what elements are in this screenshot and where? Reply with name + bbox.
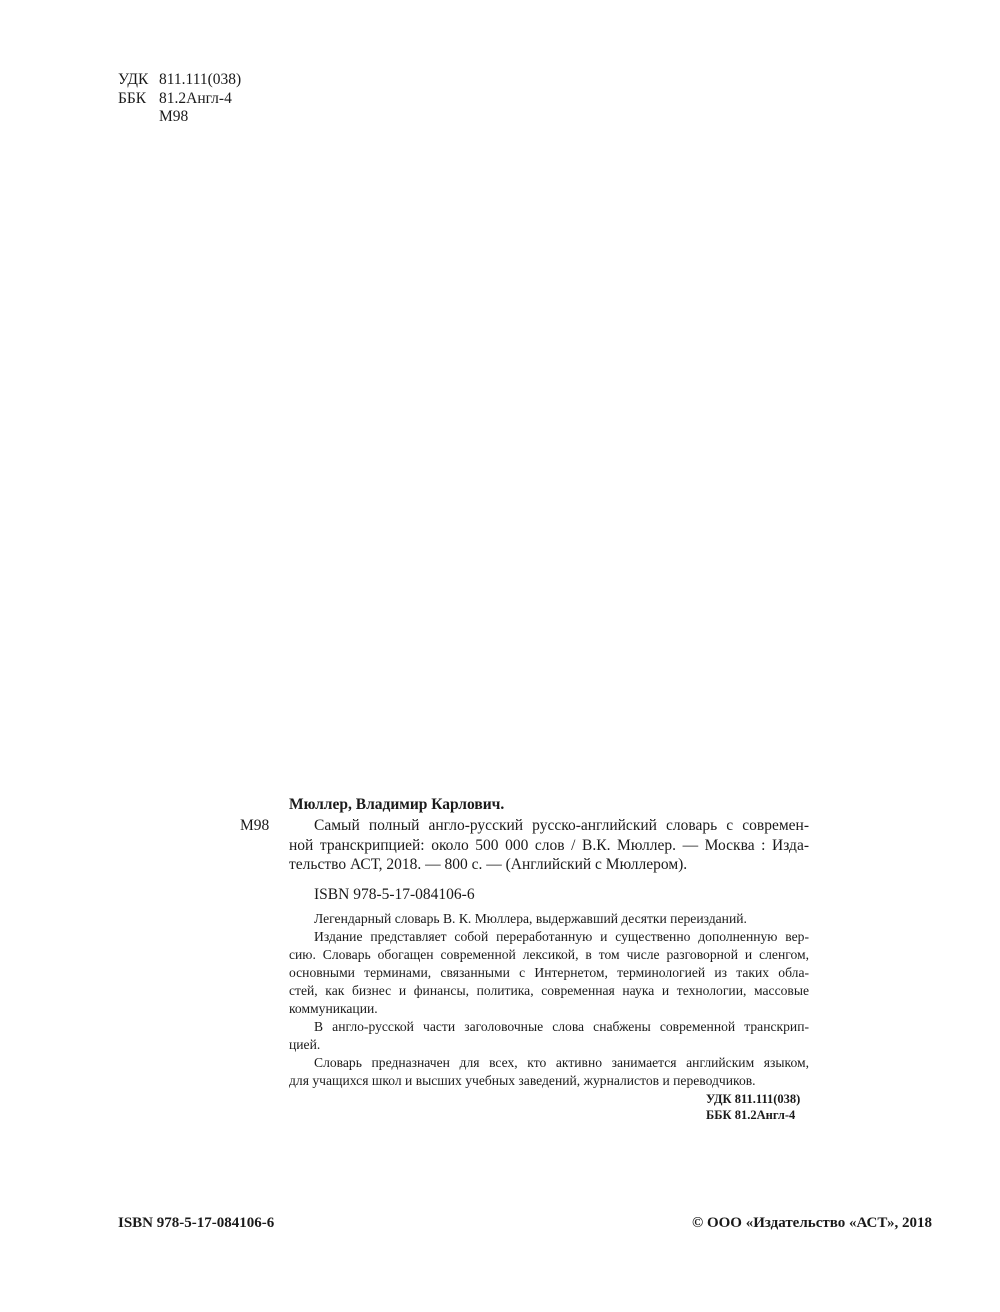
udk-row bbox=[118, 71, 241, 90]
annotation-line: коммуникации. bbox=[289, 1001, 378, 1016]
bbk-code: ББК 81.2Англ-4 bbox=[706, 1108, 796, 1122]
record-description-line: Самый полный англо-русский русско-английский словарь с современ- bbox=[314, 817, 809, 834]
record-isbn: ISBN 978-5-17-084106-6 bbox=[314, 886, 475, 903]
bbk-label: ББК bbox=[118, 89, 147, 107]
udk-label: УДК bbox=[118, 71, 149, 88]
classification-codes-bottom bbox=[706, 1091, 800, 1123]
bbk-value: 81.2Англ-4 bbox=[159, 89, 232, 107]
annotation-line: стей, как бизнес и финансы, политика, современная наука и технологии, массовые bbox=[289, 983, 809, 998]
author-cutter-mark: М98 bbox=[159, 108, 189, 125]
bbk-row bbox=[118, 90, 241, 109]
udk-value: 811.111(038) bbox=[159, 71, 242, 88]
record-description-line: ной транскрипцией: около 500 000 слов / В.К. Мюллер. — Москва : Изда- bbox=[289, 836, 809, 854]
annotation-line: Легендарный словарь В. К. Мюллера, выдержавший десятки переизданий. bbox=[314, 911, 747, 926]
annotation-line: В англо-русской части заголовочные слова снабжены современной транскрип- bbox=[314, 1019, 809, 1034]
annotation-line: Словарь предназначен для всех, кто активно занимается английским языком, bbox=[314, 1055, 809, 1070]
annotation-line: Издание представляет собой переработанную и существенно дополненную вер- bbox=[314, 929, 809, 944]
classification-codes-top bbox=[118, 71, 241, 127]
annotation-line: для учащихся школ и высших учебных заведений, журналистов и переводчиков. bbox=[289, 1073, 756, 1088]
footer-copyright: © ООО «Издательство «АСТ», 2018 bbox=[691, 1215, 932, 1231]
footer-isbn: ISBN 978-5-17-084106-6 bbox=[118, 1215, 275, 1231]
record-description bbox=[289, 816, 809, 875]
annotation-line: основными терминами, связанными с Интернетом, терминологией из таких обла- bbox=[289, 965, 809, 980]
annotation-line: цией. bbox=[289, 1037, 321, 1052]
annotation bbox=[289, 910, 809, 1090]
record-description-line: тельство АСТ, 2018. — 800 с. — (Английский с Мюллером). bbox=[289, 856, 688, 873]
record-author: Мюллер, Владимир Карлович. bbox=[289, 796, 505, 813]
udk-code: УДК 811.111(038) bbox=[706, 1092, 801, 1106]
record-cutter-mark: М98 bbox=[240, 817, 270, 834]
annotation-line: сию. Словарь обогащен современной лексикой, в том числе разговорной и сленгом, bbox=[289, 947, 809, 962]
